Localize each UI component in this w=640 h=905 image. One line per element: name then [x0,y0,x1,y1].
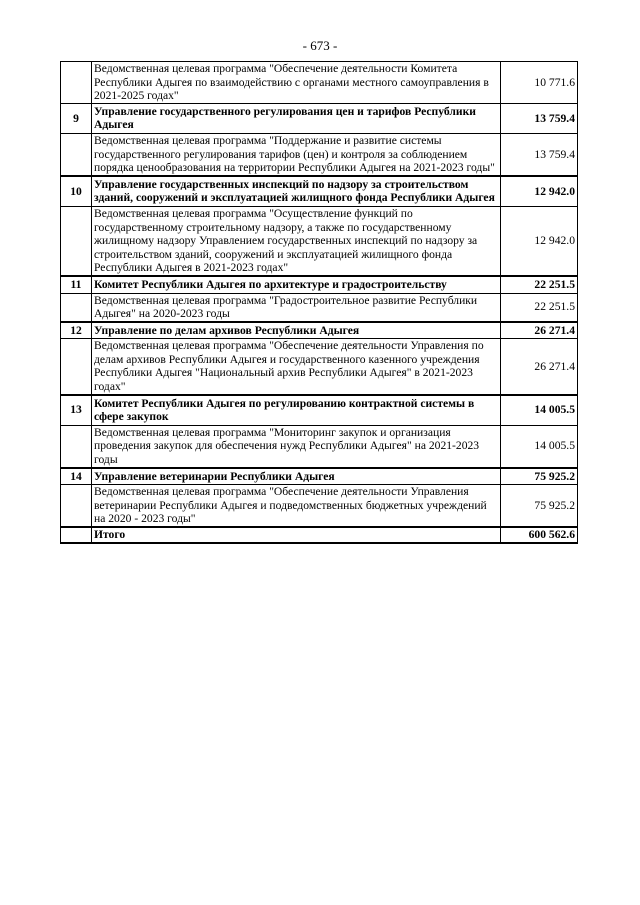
table-row [61,468,578,485]
table-row [61,339,578,395]
row-number [61,133,92,175]
row-amount: 12 942.0 [501,176,578,207]
row-name: Ведомственная целевая программа "Поддержание и развитие системы государственного регулирования тарифов (цен) и контроля за соблюдением порядка ценообразования на территории Республики Адыгея на 2021-2023 годы" [92,133,501,175]
table-row [61,62,578,104]
row-name: Ведомственная целевая программа "Градостроительное развитие Республики Адыгея" на 2020-2023 годы [92,293,501,322]
row-number: 12 [61,322,92,339]
row-name: Комитет Республики Адыгея по регулированию контрактной системы в сфере закупок [92,395,501,426]
table-row [61,176,578,207]
row-name: Управление по делам архивов Республики Адыгея [92,322,501,339]
row-amount: 75 925.2 [501,485,578,527]
row-amount: 10 771.6 [501,62,578,104]
row-number: 10 [61,176,92,207]
row-name: Ведомственная целевая программа "Мониторинг закупок и организация проведения закупок для обеспечения нужд Республики Адыгея" на 2021-2023 годы [92,425,501,467]
table-row [61,322,578,339]
row-number [61,62,92,104]
total-row [61,527,578,543]
total-label: Итого [92,527,501,543]
row-number: 14 [61,468,92,485]
row-number [61,527,92,543]
row-amount: 22 251.5 [501,293,578,322]
row-number [61,206,92,275]
row-number: 13 [61,395,92,426]
row-number [61,293,92,322]
table-row [61,133,578,175]
table-row [61,103,578,133]
row-name: Управление государственного регулирования цен и тарифов Республики Адыгея [92,103,501,133]
row-name: Ведомственная целевая программа "Обеспечение деятельности Управления по делам архивов Республики Адыгея и государственного казенного учреждения Республики Адыгея "Национальный архив Республики Адыгея" в 2021-2023 годах" [92,339,501,395]
row-amount: 26 271.4 [501,322,578,339]
row-name: Комитет Республики Адыгея по архитектуре и градостроительству [92,276,501,293]
row-name: Ведомственная целевая программа "Осуществление функций по государственному строительному надзору, а также по государственному жилищному надзору Управлением государственных инспекций по надзору за строительством зданий, сооружений и эксплуатацией жилищного фонда Республики Адыгея в 2021-2023 годах" [92,206,501,275]
page-number: - 673 - [302,38,338,53]
row-amount: 26 271.4 [501,339,578,395]
table-row [61,395,578,426]
row-name: Управление государственных инспекций по надзору за строительством зданий, сооружений и эксплуатацией жилищного фонда Республики Адыгея [92,176,501,207]
total-amount: 600 562.6 [501,527,578,543]
row-number: 11 [61,276,92,293]
table-row [61,206,578,275]
row-number [61,485,92,527]
table-row [61,485,578,527]
row-amount: 75 925.2 [501,468,578,485]
row-number [61,425,92,467]
row-number [61,339,92,395]
row-number: 9 [61,103,92,133]
budget-table [60,61,578,544]
row-name: Ведомственная целевая программа "Обеспечение деятельности Управления ветеринарии Республики Адыгея и подведомственных бюджетных учреждений на 2020 - 2023 годы" [92,485,501,527]
row-amount: 13 759.4 [501,133,578,175]
row-name: Управление ветеринарии Республики Адыгея [92,468,501,485]
table-row [61,276,578,293]
row-amount: 14 005.5 [501,395,578,426]
row-amount: 14 005.5 [501,425,578,467]
row-amount: 12 942.0 [501,206,578,275]
table-row [61,293,578,322]
row-amount: 13 759.4 [501,103,578,133]
row-name: Ведомственная целевая программа "Обеспечение деятельности Комитета Республики Адыгея по взаимодействию с органами местного самоуправления в 2021-2025 годах" [92,62,501,104]
row-amount: 22 251.5 [501,276,578,293]
table-row [61,425,578,467]
